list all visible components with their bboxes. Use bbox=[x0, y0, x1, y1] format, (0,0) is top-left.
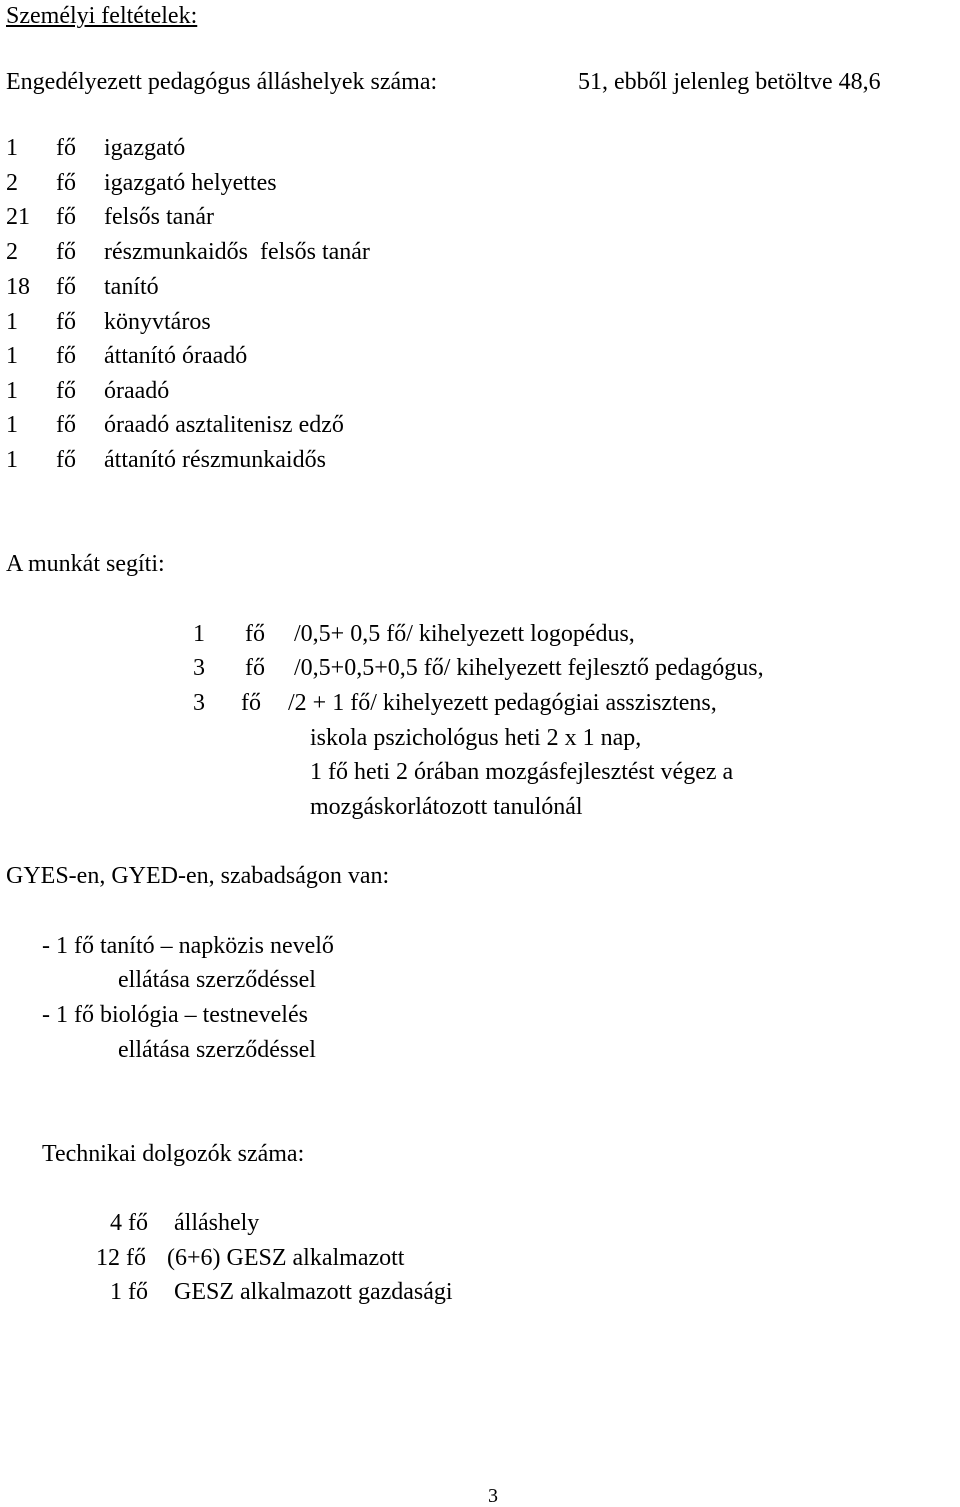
helper-count: 1 bbox=[193, 621, 205, 647]
helper-text: /0,5+0,5+0,5 fő/ kihelyezett fejlesztő pedagógus, bbox=[294, 655, 764, 681]
staff-count: 1 bbox=[6, 135, 18, 161]
staff-role: óraadó asztalitenisz edző bbox=[104, 412, 344, 438]
staff-unit: fő bbox=[56, 447, 76, 473]
staff-unit: fő bbox=[56, 412, 76, 438]
helpers-heading: A munkát segíti: bbox=[6, 551, 165, 577]
helper-text: /0,5+ 0,5 fő/ kihelyezett logopédus, bbox=[294, 621, 635, 647]
staff-role: igazgató bbox=[104, 135, 186, 161]
leave-heading: GYES-en, GYED-en, szabadságon van: bbox=[6, 863, 390, 889]
staff-role: felsős tanár bbox=[104, 204, 214, 230]
technical-text: (6+6) GESZ alkalmazott bbox=[167, 1245, 405, 1271]
staff-count: 2 bbox=[6, 239, 18, 265]
staff-unit: fő bbox=[56, 343, 76, 369]
staff-count: 1 bbox=[6, 343, 18, 369]
technical-count: 4 fő bbox=[110, 1210, 148, 1236]
staff-count: 1 bbox=[6, 447, 18, 473]
staff-role: részmunkaidős felsős tanár bbox=[104, 239, 370, 265]
staff-unit: fő bbox=[56, 378, 76, 404]
staff-role: áttanító részmunkaidős bbox=[104, 447, 326, 473]
staff-role: óraadó bbox=[104, 378, 170, 404]
staff-role: áttanító óraadó bbox=[104, 343, 248, 369]
helper-extra-line: mozgáskorlátozott tanulónál bbox=[310, 794, 583, 820]
staff-role: könyvtáros bbox=[104, 309, 211, 335]
staff-unit: fő bbox=[56, 135, 76, 161]
helper-extra-line: iskola pszichológus heti 2 x 1 nap, bbox=[310, 725, 642, 751]
staff-count: 1 bbox=[6, 378, 18, 404]
staff-count: 1 bbox=[6, 309, 18, 335]
helper-unit: fő bbox=[241, 690, 261, 716]
technical-text: álláshely bbox=[174, 1210, 260, 1236]
leave-line: ellátása szerződéssel bbox=[118, 1037, 316, 1063]
leave-line: ellátása szerződéssel bbox=[118, 967, 316, 993]
technical-text: GESZ alkalmazott gazdasági bbox=[174, 1279, 453, 1305]
leave-line: - 1 fő biológia – testnevelés bbox=[42, 1002, 308, 1028]
helper-count: 3 bbox=[193, 655, 205, 681]
helper-unit: fő bbox=[245, 621, 265, 647]
helper-unit: fő bbox=[245, 655, 265, 681]
staff-unit: fő bbox=[56, 170, 76, 196]
technical-count: 1 fő bbox=[110, 1279, 148, 1305]
staff-unit: fő bbox=[56, 239, 76, 265]
helper-extra-line: 1 fő heti 2 órában mozgásfejlesztést végez a bbox=[310, 759, 734, 785]
positions-value: 51, ebből jelenleg betöltve 48,6 bbox=[578, 69, 881, 95]
staff-count: 21 bbox=[6, 204, 30, 230]
staff-role: igazgató helyettes bbox=[104, 170, 277, 196]
staff-count: 1 bbox=[6, 412, 18, 438]
section-heading: Személyi feltételek: bbox=[6, 3, 198, 29]
technical-heading: Technikai dolgozók száma: bbox=[42, 1141, 305, 1167]
positions-label: Engedélyezett pedagógus álláshelyek száma: bbox=[6, 69, 438, 95]
helper-text: /2 + 1 fő/ kihelyezett pedagógiai asszisztens, bbox=[288, 690, 717, 716]
staff-count: 18 bbox=[6, 274, 30, 300]
page-number: 3 bbox=[488, 1485, 498, 1507]
technical-count: 12 fő bbox=[96, 1245, 146, 1271]
staff-unit: fő bbox=[56, 274, 76, 300]
staff-role: tanító bbox=[104, 274, 159, 300]
leave-line: - 1 fő tanító – napközis nevelő bbox=[42, 933, 334, 959]
helper-count: 3 bbox=[193, 690, 205, 716]
staff-unit: fő bbox=[56, 204, 76, 230]
staff-unit: fő bbox=[56, 309, 76, 335]
staff-count: 2 bbox=[6, 170, 18, 196]
